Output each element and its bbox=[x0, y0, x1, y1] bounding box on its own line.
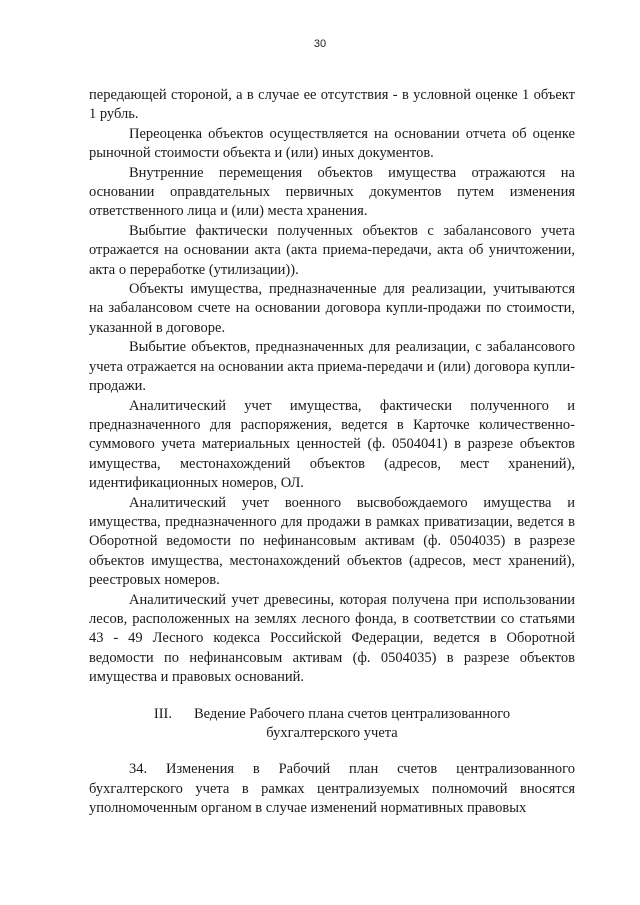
paragraph-continuation: передающей стороной, а в случае ее отсутствия - в условной оценке 1 объект 1 рубль. bbox=[89, 87, 575, 123]
document-body bbox=[89, 86, 575, 819]
paragraph-disposal-received: Выбытие фактически полученных объектов с забалансового учета отражается на основании акта (акта приема-передачи, акта об уничтожении, акта о переработке (утилизации)). bbox=[89, 222, 575, 278]
page-number: 30 bbox=[313, 38, 327, 50]
section-title-line2: бухгалтерского учета bbox=[266, 725, 398, 741]
paragraph-34: 34. Изменения в Рабочий план счетов централизованного бухгалтерского учета в рамках централизуемых полномочий вносятся уполномоченным органом в случае изменений нормативных правовых bbox=[89, 761, 575, 817]
paragraph-disposal-for-sale: Выбытие объектов, предназначенных для реализации, с забалансового учета отражается на основании акта приема-передачи и (или) договора купли-продажи. bbox=[89, 339, 575, 395]
section-number: III. bbox=[153, 705, 172, 722]
section-heading-line1 bbox=[89, 705, 575, 724]
paragraph-analytic-received: Аналитический учет имущества, фактически полученного и предназначенного для распоряжения, ведется в Карточке количественно-суммового учета материальных ценностей (ф. 0504041) в разрезе объектов имущества, местонахождений объектов (адресов, мест хранений), идентификационных номеров, ОЛ. bbox=[89, 397, 575, 492]
paragraph-analytic-military: Аналитический учет военного высвобождаемого имущества и имущества, предназначенного для продажи в рамках приватизации, ведется в Оборотной ведомости по нефинансовым активам (ф. 0504035) в разрезе объектов имущества, местонахождений объектов (адресов, мест хранений), реестровых номеров. bbox=[89, 494, 575, 589]
paragraph-revaluation: Переоценка объектов осуществляется на основании отчета об оценке рыночной стоимости объекта и (или) иных документов. bbox=[89, 125, 575, 162]
paragraph-internal-movements: Внутренние перемещения объектов имущества отражаются на основании оправдательных первичных документов путем изменения ответственного лица и (или) места хранения. bbox=[89, 164, 575, 220]
paragraph-objects-for-sale: Объекты имущества, предназначенные для реализации, учитываются на забалансовом счете на основании договора купли-продажи по стоимости, указанной в договоре. bbox=[89, 281, 575, 336]
section-title-line1: Ведение Рабочего плана счетов централизованного bbox=[194, 705, 511, 722]
paragraph-analytic-timber: Аналитический учет древесины, которая получена при использовании лесов, расположенных на землях лесного фонда, в соответствии со статьями 43 - 49 Лесного кодекса Российской Федерации, ведется в Оборотной ведомости по нефинансовым активам (ф. 0504035) в разрезе объектов имущества и правовых оснований. bbox=[89, 591, 575, 686]
section-heading bbox=[89, 705, 575, 744]
